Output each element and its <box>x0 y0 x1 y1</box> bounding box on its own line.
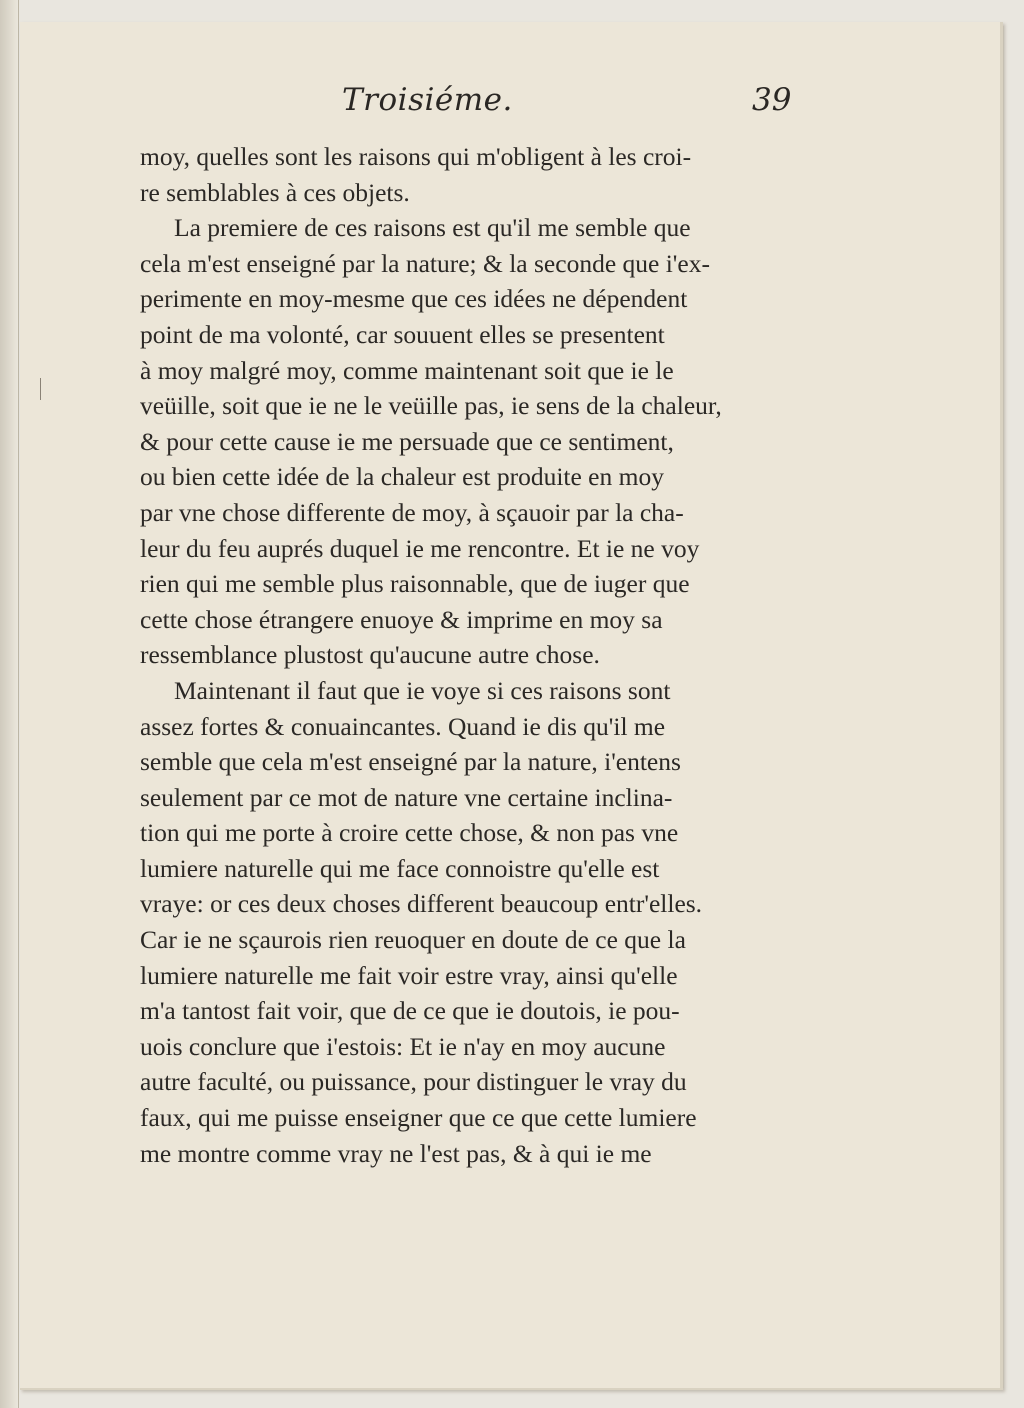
paragraph-start-line: La premiere de ces raisons est qu'il me semble que <box>174 213 691 243</box>
text-line: & pour cette cause ie me persuade que ce sentiment, <box>140 426 674 456</box>
text-line: faux, qui me puisse enseigner que ce que cette lumiere <box>140 1103 697 1133</box>
body-text <box>140 139 800 1171</box>
text-line: uois conclure que i'estois: Et ie n'ay en moy aucune <box>140 1031 666 1061</box>
running-head: Troisiéme. <box>342 82 513 118</box>
page-number: 39 <box>752 82 792 118</box>
text-line: Car ie ne sçaurois rien reuoquer en doute de ce que la <box>140 925 686 955</box>
text-line: rien qui me semble plus raisonnable, que de iuger que <box>140 569 690 599</box>
text-line: tion qui me porte à croire cette chose, & non pas vne <box>140 818 679 848</box>
text-line: autre faculté, ou puissance, pour distinguer le vray du <box>140 1067 687 1097</box>
text-line: vraye: or ces deux choses different beaucoup entr'elles. <box>140 889 703 919</box>
text-line: lumiere naturelle me fait voir estre vray, ainsi qu'elle <box>140 960 678 990</box>
text-line: cette chose étrangere enuoye & imprime en moy sa <box>140 604 663 634</box>
text-line: seulement par ce mot de nature vne certaine inclina- <box>140 782 673 812</box>
text-line: semble que cela m'est enseigné par la nature, i'entens <box>140 747 681 777</box>
text-line: à moy malgré moy, comme maintenant soit que ie le <box>140 355 674 385</box>
text-line: ressemblance plustost qu'aucune autre chose. <box>140 640 600 670</box>
text-line: leur du feu auprés duquel ie me rencontre. Et ie ne voy <box>140 533 700 563</box>
text-line: re semblables à ces objets. <box>140 177 410 207</box>
facing-page-edge <box>0 0 19 1408</box>
text-line: point de ma volonté, car souuent elles se presentent <box>140 319 665 349</box>
text-line: assez fortes & conuaincantes. Quand ie dis qu'il me <box>140 711 666 741</box>
text-line: lumiere naturelle qui me face connoistre qu'elle est <box>140 853 660 883</box>
text-line: par vne chose differente de moy, à sçauoir par la cha- <box>140 497 684 527</box>
paragraph-start-line: Maintenant il faut que ie voye si ces raisons sont <box>174 675 671 705</box>
text-line: me montre comme vray ne l'est pas, & à qui ie me <box>140 1138 652 1168</box>
text-line: perimente en moy-mesme que ces idées ne dépendent <box>140 284 688 314</box>
text-line: veüille, soit que ie ne le veüille pas, ie sens de la chaleur, <box>140 391 722 421</box>
text-line: m'a tantost fait voir, que de ce que ie doutois, ie pou- <box>140 996 680 1026</box>
text-line: moy, quelles sont les raisons qui m'obligent à les croi- <box>140 142 692 171</box>
text-line: ou bien cette idée de la chaleur est produite en moy <box>140 462 664 492</box>
text-line: cela m'est enseigné par la nature; & la seconde que i'ex- <box>140 248 710 278</box>
margin-mark <box>40 378 41 400</box>
